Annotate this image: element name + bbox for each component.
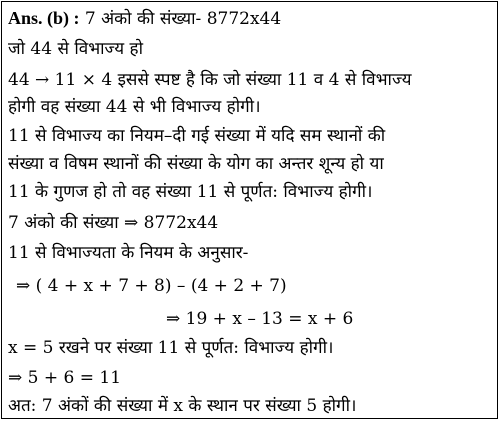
solution-line-3: होगी वह संख्या 44 से भी विभाज्य होगी। — [8, 97, 261, 117]
solution-line-8: 11 से विभाज्यता के नियम के अनुसार- — [8, 243, 249, 263]
solution-line-12: ⇒ 5 + 6 = 11 — [8, 368, 122, 388]
solution-line-7: 7 अंको की संख्या ⇒ 8772x44 — [8, 213, 219, 233]
solution-line-1: जो 44 से विभाज्य हो — [8, 39, 143, 59]
solution-line-11: x = 5 रखने पर संख्या 11 से पूर्णत: विभाज्य होगी। — [8, 338, 334, 358]
solution-line-9: ⇒ ( 4 + x + 7 + 8) – (4 + 2 + 7) — [16, 276, 287, 296]
answer-box — [1, 1, 498, 419]
solution-line-6: 11 के गुणज हो तो वह संख्या 11 से पूर्णत: विभाज्य होगी। — [8, 182, 373, 202]
answer-label: Ans. (b) : — [8, 8, 80, 28]
answer-text: 7 अंको की संख्या- 8772x44 — [79, 9, 282, 29]
solution-line-10: ⇒ 19 + x – 13 = x + 6 — [166, 309, 354, 329]
solution-line-5: संख्या व विषम स्थानों की संख्या के योग का अन्तर शून्य हो या — [8, 154, 384, 174]
solution-line-4: 11 से विभाज्य का नियम–दी गई संख्या में यदि सम स्थानों की — [8, 126, 386, 146]
solution-line-13: अत: 7 अंकों की संख्या में x के स्थान पर संख्या 5 होगी। — [8, 396, 357, 416]
answer-heading — [8, 8, 281, 29]
solution-line-2: 44 → 11 × 4 इससे स्पष्ट है कि जो संख्या 11 व 4 से विभाज्य — [8, 70, 412, 90]
